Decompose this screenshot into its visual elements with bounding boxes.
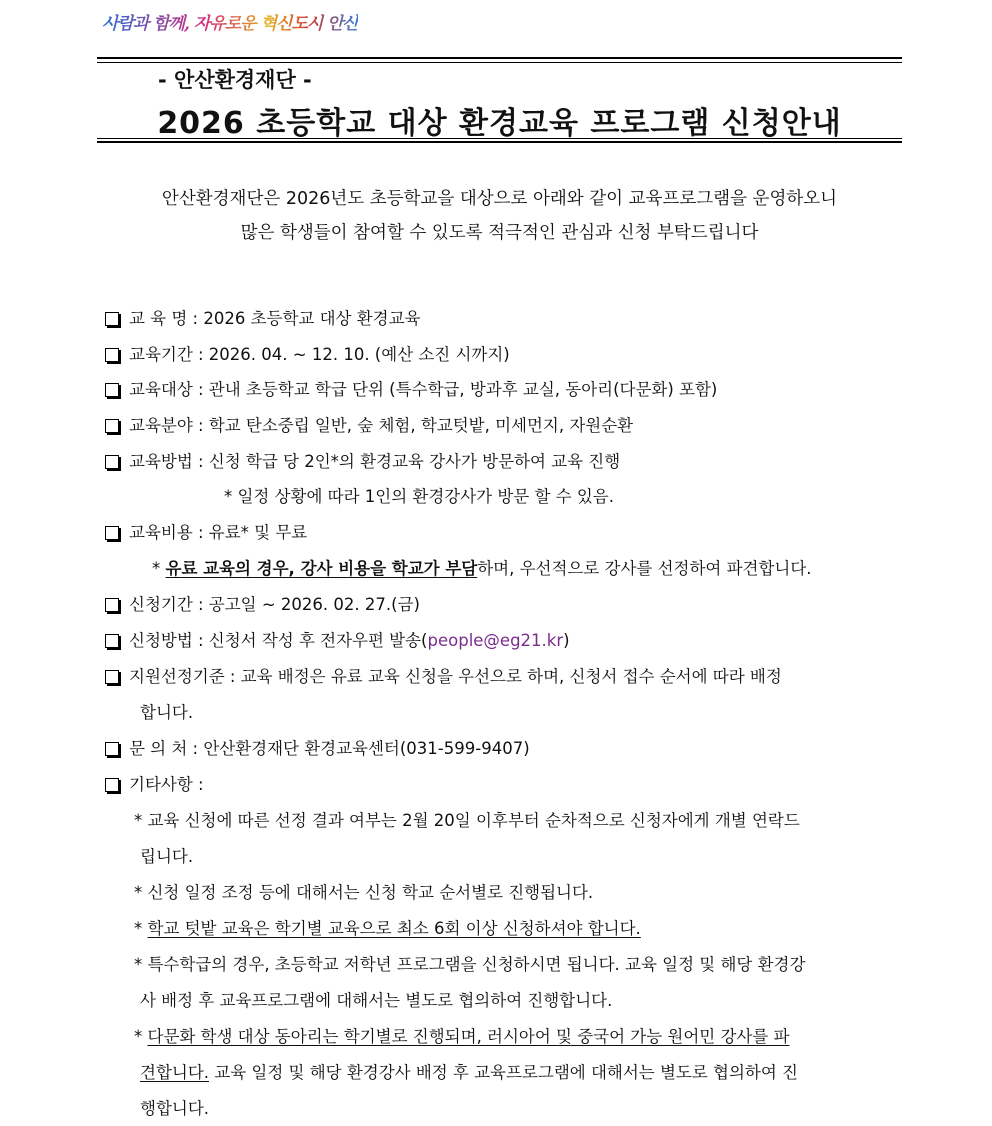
email-link[interactable]: people@eg21.kr: [427, 631, 564, 650]
item-education-target: 교육대상 : 관내 초등학교 학급 단위 (특수학급, 방과후 교실, 동아리(다문화) 포함): [103, 373, 903, 407]
organization-subtitle: - 안산환경재단 -: [158, 68, 312, 92]
item-education-field: 교육분야 : 학교 탄소중립 일반, 숲 체험, 학교텃밭, 미세먼지, 자원순환: [103, 409, 903, 443]
checkbox-icon: [105, 383, 119, 397]
criteria-line-2: 합니다.: [140, 703, 194, 722]
cost-note: * 유료 교육의 경우, 강사 비용을 학교가 부담하며, 우선적으로 강사를 선정하여 파견합니다.: [152, 559, 812, 578]
checkbox-icon: [105, 670, 119, 684]
document-title: 2026 초등학교 대상 환경교육 프로그램 신청안내: [157, 106, 842, 141]
header-top-rule: [97, 57, 902, 59]
item-education-name: 교 육 명 : 2026 초등학교 대상 환경교육: [103, 302, 903, 336]
checkbox-icon: [105, 348, 119, 362]
header-bottom-rule-thin: [97, 138, 902, 139]
etc-note-2: * 신청 일정 조정 등에 대해서는 신청 학교 순서별로 진행됩니다.: [134, 883, 594, 902]
etc-note-3: * 학교 텃밭 교육은 학기별 교육으로 최소 6회 이상 신청하셔야 합니다.: [134, 919, 641, 938]
header-top-rule-thin: [97, 62, 902, 63]
checkbox-icon: [105, 598, 119, 612]
etc-note-5-line-1: * 다문화 학생 대상 동아리는 학기별로 진행되며, 러시아어 및 중국어 가능 원어민 강사를 파: [134, 1027, 790, 1046]
etc-note-1-line-1: * 교육 신청에 따른 선정 결과 여부는 2월 20일 이후부터 순차적으로 신청자에게 개별 연락드: [134, 811, 800, 830]
etc-note-5-line-2: 견합니다. 교육 일정 및 해당 환경강사 배정 후 교육프로그램에 대해서는 별도로 협의하여 진: [140, 1063, 798, 1082]
checkbox-icon: [105, 455, 119, 469]
checkbox-icon: [105, 778, 119, 792]
checkbox-icon: [105, 419, 119, 433]
item-education-cost: 교육비용 : 유료* 및 무료: [103, 516, 903, 550]
city-slogan-logo: 사람과 함께, 자유로운 혁신도시 안산: [102, 8, 358, 34]
checkbox-icon: [105, 526, 119, 540]
header-bottom-rule: [97, 141, 902, 143]
item-apply-method: 신청방법 : 신청서 작성 후 전자우편 발송(people@eg21.kr): [103, 624, 903, 658]
etc-note-4-line-1: * 특수학급의 경우, 초등학교 저학년 프로그램을 신청하시면 됩니다. 교육 일정 및 해당 환경강: [134, 955, 806, 974]
item-education-method: 교육방법 : 신청 학급 당 2인*의 환경교육 강사가 방문하여 교육 진행: [103, 445, 903, 479]
checkbox-icon: [105, 634, 119, 648]
item-education-period: 교육기간 : 2026. 04. ~ 12. 10. (예산 소진 시까지): [103, 338, 903, 372]
checkbox-icon: [105, 742, 119, 756]
etc-note-5-line-3: 행합니다.: [140, 1099, 210, 1118]
checkbox-icon: [105, 312, 119, 326]
etc-note-1-line-2: 립니다.: [140, 847, 194, 866]
intro-line-1: 안산환경재단은 2026년도 초등학교을 대상으로 아래와 같이 교육프로그램을 운영하오니: [161, 189, 838, 209]
intro-line-2: 많은 학생들이 참여할 수 있도록 적극적인 관심과 신청 부탁드립니다: [240, 223, 759, 243]
item-selection-criteria: 지원선정기준 : 교육 배정은 유료 교육 신청을 우선으로 하며, 신청서 접수 순서에 따라 배정: [103, 660, 903, 694]
item-contact: 문 의 처 : 안산환경재단 환경교육센터(031-599-9407): [103, 732, 903, 766]
method-note: * 일정 상황에 따라 1인의 환경강사가 방문 할 수 있음.: [224, 487, 614, 506]
etc-note-4-line-2: 사 배정 후 교육프로그램에 대해서는 별도로 협의하여 진행합니다.: [140, 991, 613, 1010]
item-etc: 기타사항 :: [103, 768, 903, 802]
item-apply-period: 신청기간 : 공고일 ~ 2026. 02. 27.(금): [103, 588, 903, 622]
